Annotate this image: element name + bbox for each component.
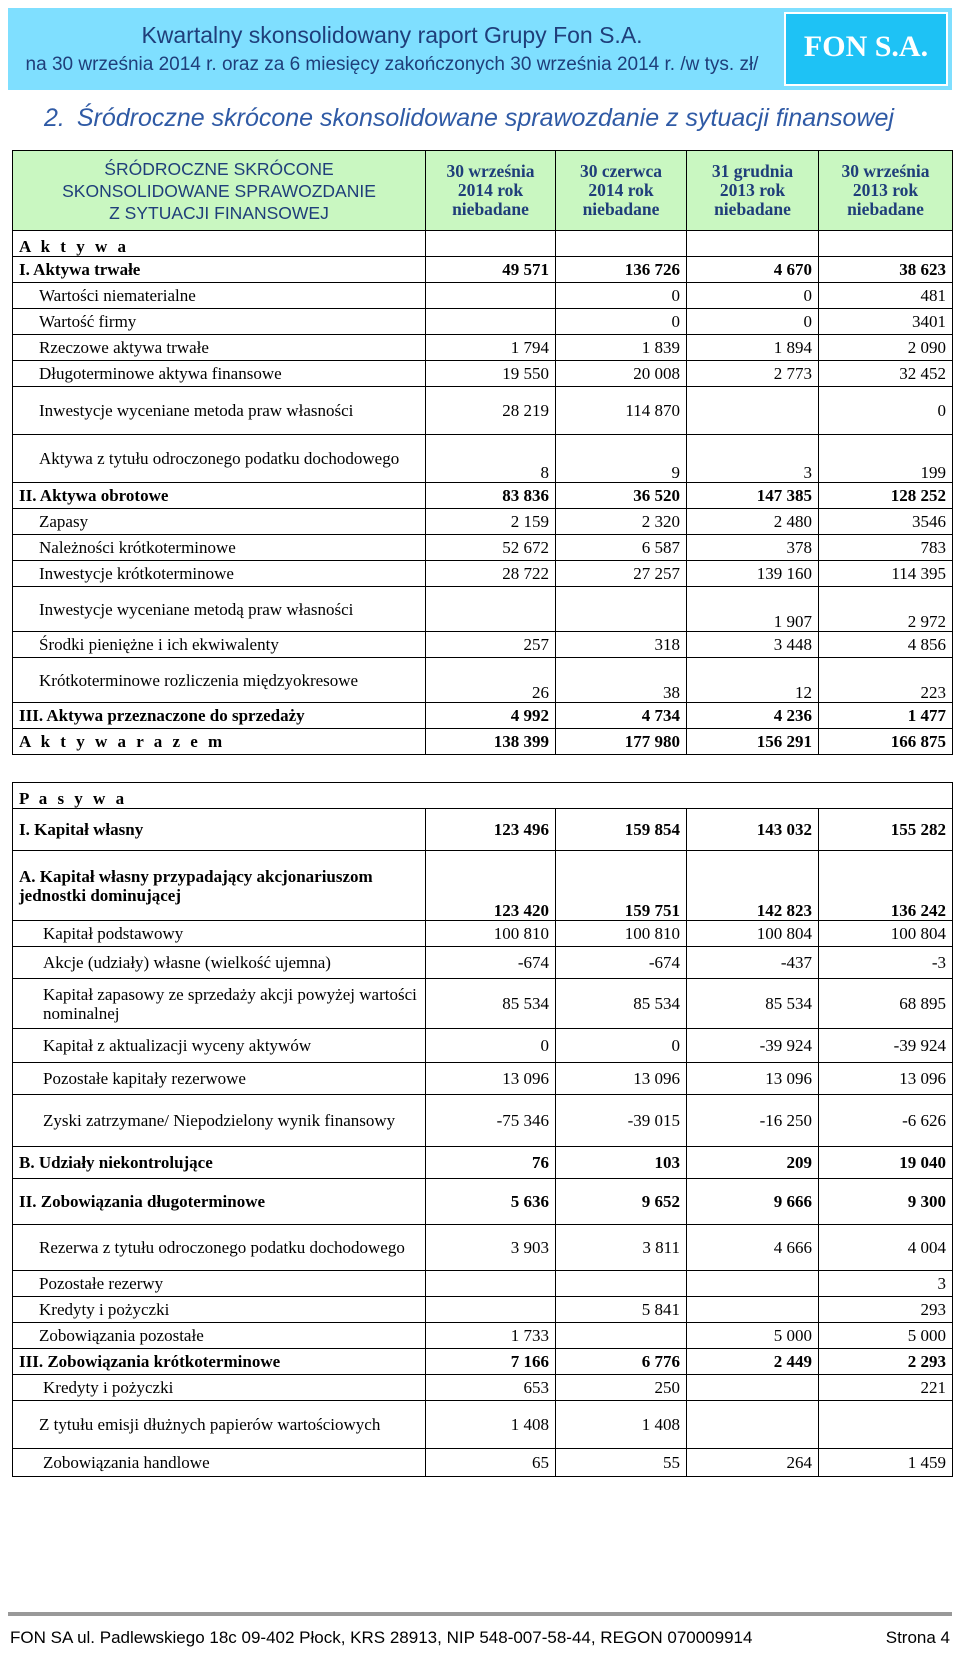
row-label: Wartości niematerialne <box>13 283 426 309</box>
value-cell: 83 836 <box>426 483 556 509</box>
value-cell: 49 571 <box>426 257 556 283</box>
row-label: Kredyty i pożyczki <box>13 1375 426 1401</box>
row-label: Pozostałe kapitały rezerwowe <box>13 1063 426 1095</box>
value-cell: 3 448 <box>687 632 819 658</box>
value-cell: 4 992 <box>426 703 556 729</box>
row-label: Zapasy <box>13 509 426 535</box>
value-cell: 0 <box>556 283 687 309</box>
row-label: Krótkoterminowe rozliczenia międzyokresowe <box>13 658 426 703</box>
column-header-line: 31 grudnia <box>711 161 794 181</box>
row-label: A k t y w a r a z e m <box>13 729 426 755</box>
table-row <box>13 1401 953 1449</box>
value-cell: 5 636 <box>426 1179 556 1225</box>
value-cell: 223 <box>819 658 953 703</box>
row-label: Kapitał podstawowy <box>13 921 426 947</box>
column-header-line: 30 czerwca <box>579 161 663 181</box>
table-row <box>13 729 953 755</box>
empty-cell <box>556 231 687 257</box>
value-cell: 138 399 <box>426 729 556 755</box>
value-cell: 114 870 <box>556 387 687 435</box>
value-cell <box>687 1375 819 1401</box>
value-cell: 100 810 <box>556 921 687 947</box>
empty-cell <box>819 231 953 257</box>
value-cell: 2 159 <box>426 509 556 535</box>
value-cell: 114 395 <box>819 561 953 587</box>
table-row <box>13 1029 953 1063</box>
value-cell <box>687 1271 819 1297</box>
value-cell: 1 794 <box>426 335 556 361</box>
column-header-line: 2014 rok <box>588 180 654 200</box>
value-cell: 38 623 <box>819 257 953 283</box>
column-header <box>426 151 556 231</box>
value-cell: 318 <box>556 632 687 658</box>
value-cell: 481 <box>819 283 953 309</box>
table-row <box>13 947 953 979</box>
pasywa-heading <box>13 783 953 809</box>
row-label: Inwestycje krótkoterminowe <box>13 561 426 587</box>
value-cell: 250 <box>556 1375 687 1401</box>
table-row <box>13 335 953 361</box>
table-row <box>13 435 953 483</box>
column-header <box>819 151 953 231</box>
page-number: Strona 4 <box>885 1628 950 1647</box>
row-label: Akcje (udziały) własne (wielkość ujemna) <box>13 947 426 979</box>
value-cell: 13 096 <box>426 1063 556 1095</box>
value-cell: -16 250 <box>687 1095 819 1147</box>
header-label-line: Z SYTUACJI FINANSOWEJ <box>109 202 329 223</box>
value-cell: 2 480 <box>687 509 819 535</box>
value-cell: 2 449 <box>687 1349 819 1375</box>
table-row <box>13 703 953 729</box>
value-cell: 5 000 <box>687 1323 819 1349</box>
report-header <box>8 8 952 90</box>
table-header-label <box>13 151 426 231</box>
row-label: III. Zobowiązania krótkoterminowe <box>13 1349 426 1375</box>
value-cell: 159 751 <box>556 851 687 921</box>
value-cell: 0 <box>687 309 819 335</box>
value-cell <box>426 1271 556 1297</box>
value-cell: 103 <box>556 1147 687 1179</box>
value-cell: 27 257 <box>556 561 687 587</box>
value-cell: 28 722 <box>426 561 556 587</box>
value-cell: 2 090 <box>819 335 953 361</box>
value-cell: 0 <box>687 283 819 309</box>
value-cell: 1 907 <box>687 587 819 632</box>
value-cell: 257 <box>426 632 556 658</box>
report-title: Kwartalny skonsolidowany raport Grupy Fon S.A. <box>141 22 643 48</box>
value-cell: 7 166 <box>426 1349 556 1375</box>
table-row <box>13 1449 953 1477</box>
value-cell: 783 <box>819 535 953 561</box>
value-cell <box>426 309 556 335</box>
value-cell: 52 672 <box>426 535 556 561</box>
value-cell: 2 320 <box>556 509 687 535</box>
value-cell: 100 804 <box>819 921 953 947</box>
value-cell: 20 008 <box>556 361 687 387</box>
row-label: Pozostałe rezerwy <box>13 1271 426 1297</box>
header-label-line: ŚRÓDROCZNE SKRÓCONE <box>104 158 334 179</box>
value-cell: 1 408 <box>556 1401 687 1449</box>
value-cell: 4 670 <box>687 257 819 283</box>
table-row <box>13 361 953 387</box>
value-cell <box>556 587 687 632</box>
value-cell: 136 726 <box>556 257 687 283</box>
value-cell: 123 496 <box>426 809 556 851</box>
value-cell: 136 242 <box>819 851 953 921</box>
value-cell: 3 903 <box>426 1225 556 1271</box>
value-cell: 264 <box>687 1449 819 1477</box>
separator-row <box>13 755 953 783</box>
value-cell: 209 <box>687 1147 819 1179</box>
value-cell: 123 420 <box>426 851 556 921</box>
row-label: Aktywa z tytułu odroczonego podatku dochodowego <box>13 435 426 483</box>
value-cell: -39 924 <box>687 1029 819 1063</box>
row-label: Zobowiązania pozostałe <box>13 1323 426 1349</box>
value-cell: 4 856 <box>819 632 953 658</box>
column-header <box>687 151 819 231</box>
row-label: III. Aktywa przeznaczone do sprzedaży <box>13 703 426 729</box>
value-cell: 1 477 <box>819 703 953 729</box>
value-cell: 1 733 <box>426 1323 556 1349</box>
value-cell: 128 252 <box>819 483 953 509</box>
value-cell: 156 291 <box>687 729 819 755</box>
value-cell: 13 096 <box>687 1063 819 1095</box>
table-row <box>13 632 953 658</box>
value-cell: 6 776 <box>556 1349 687 1375</box>
row-label: Kapitał z aktualizacji wyceny aktywów <box>13 1029 426 1063</box>
table-row <box>13 1147 953 1179</box>
table-row <box>13 921 953 947</box>
aktywa-heading-label <box>13 231 426 257</box>
row-label: I. Aktywa trwałe <box>13 257 426 283</box>
table-header-row <box>13 151 953 231</box>
value-cell: 12 <box>687 658 819 703</box>
table-row <box>13 1063 953 1095</box>
row-label: II. Aktywa obrotowe <box>13 483 426 509</box>
value-cell <box>687 1401 819 1449</box>
row-label: A. Kapitał własny przypadający akcjonariuszom jednostki dominującej <box>13 851 426 921</box>
table-row <box>13 658 953 703</box>
brand-name: FON S.A. <box>803 30 929 63</box>
row-label: Zyski zatrzymane/ Niepodzielony wynik finansowy <box>13 1095 426 1147</box>
value-cell: 3546 <box>819 509 953 535</box>
value-cell: 3 <box>819 1271 953 1297</box>
pasywa-heading-label <box>13 783 953 809</box>
value-cell: 3401 <box>819 309 953 335</box>
value-cell: -674 <box>426 947 556 979</box>
value-cell: 100 804 <box>687 921 819 947</box>
value-cell: 159 854 <box>556 809 687 851</box>
row-label: Rzeczowe aktywa trwałe <box>13 335 426 361</box>
row-label: Należności krótkoterminowe <box>13 535 426 561</box>
value-cell <box>556 1323 687 1349</box>
value-cell: 2 773 <box>687 361 819 387</box>
value-cell: 0 <box>556 309 687 335</box>
value-cell: 3 <box>687 435 819 483</box>
column-header-line: 2013 rok <box>719 180 786 200</box>
column-header-line: niebadane <box>452 199 529 219</box>
value-cell: 139 160 <box>687 561 819 587</box>
table-row <box>13 509 953 535</box>
table-row <box>13 809 953 851</box>
row-label: Kredyty i pożyczki <box>13 1297 426 1323</box>
value-cell <box>687 387 819 435</box>
value-cell: 6 587 <box>556 535 687 561</box>
row-label: Środki pieniężne i ich ekwiwalenty <box>13 632 426 658</box>
row-label: Zobowiązania handlowe <box>13 1449 426 1477</box>
value-cell <box>687 1297 819 1323</box>
table-row <box>13 1225 953 1271</box>
column-header <box>556 151 687 231</box>
value-cell: -39 924 <box>819 1029 953 1063</box>
value-cell: 221 <box>819 1375 953 1401</box>
aktywa-heading <box>13 231 953 257</box>
table-row <box>13 283 953 309</box>
row-label: Inwestycje wyceniane metoda praw własności <box>13 387 426 435</box>
value-cell: 65 <box>426 1449 556 1477</box>
value-cell: 2 293 <box>819 1349 953 1375</box>
financial-position-table <box>12 150 953 1477</box>
row-label: Rezerwa z tytułu odroczonego podatku dochodowego <box>13 1225 426 1271</box>
value-cell: 142 823 <box>687 851 819 921</box>
value-cell: -6 626 <box>819 1095 953 1147</box>
value-cell: 36 520 <box>556 483 687 509</box>
footer-address: FON SA ul. Padlewskiego 18c 09-402 Płock, KRS 28913, NIP 548-007-58-44, REGON 070009914 <box>10 1628 753 1647</box>
value-cell: 85 534 <box>426 979 556 1029</box>
table-row <box>13 1179 953 1225</box>
value-cell: 4 004 <box>819 1225 953 1271</box>
column-header-line: niebadane <box>714 199 791 219</box>
column-header-line: 30 września <box>841 161 930 181</box>
section-title-text: Śródroczne skrócone skonsolidowane sprawozdanie z sytuacji finansowej <box>76 104 894 132</box>
value-cell: 85 534 <box>687 979 819 1029</box>
value-cell: 199 <box>819 435 953 483</box>
column-header-line: niebadane <box>582 199 660 219</box>
report-subtitle: na 30 września 2014 r. oraz za 6 miesięcy zakończonych 30 września 2014 r. /w tys. zł/ <box>25 54 759 75</box>
value-cell: 3 811 <box>556 1225 687 1271</box>
value-cell: -674 <box>556 947 687 979</box>
value-cell: 2 972 <box>819 587 953 632</box>
row-label: Inwestycje wyceniane metodą praw własności <box>13 587 426 632</box>
value-cell <box>556 1271 687 1297</box>
value-cell: 26 <box>426 658 556 703</box>
column-header-line: 2013 rok <box>852 180 919 200</box>
page-footer <box>10 1628 954 1648</box>
value-cell: 1 408 <box>426 1401 556 1449</box>
column-header-line: niebadane <box>847 199 924 219</box>
row-label: Wartość firmy <box>13 309 426 335</box>
value-cell: 55 <box>556 1449 687 1477</box>
value-cell: -3 <box>819 947 953 979</box>
value-cell <box>819 1401 953 1449</box>
table-row <box>13 851 953 921</box>
value-cell: -75 346 <box>426 1095 556 1147</box>
header-label-line: SKONSOLIDOWANE SPRAWOZDANIE <box>62 180 376 201</box>
report-header-text <box>8 8 776 90</box>
value-cell: 177 980 <box>556 729 687 755</box>
value-cell: 13 096 <box>819 1063 953 1095</box>
aktywa-heading-text: A k t y w a <box>19 237 129 256</box>
table-row <box>13 561 953 587</box>
value-cell: 4 734 <box>556 703 687 729</box>
column-header-line: 2014 rok <box>457 180 524 200</box>
value-cell: 166 875 <box>819 729 953 755</box>
empty-cell <box>687 231 819 257</box>
value-cell: 653 <box>426 1375 556 1401</box>
value-cell: 76 <box>426 1147 556 1179</box>
brand-box <box>784 12 948 86</box>
table-row <box>13 257 953 283</box>
value-cell: 1 459 <box>819 1449 953 1477</box>
value-cell: 9 300 <box>819 1179 953 1225</box>
row-label: Kapitał zapasowy ze sprzedaży akcji powyżej wartości nominalnej <box>13 979 426 1029</box>
table-row <box>13 1271 953 1297</box>
value-cell: 147 385 <box>687 483 819 509</box>
table-row <box>13 387 953 435</box>
value-cell: 85 534 <box>556 979 687 1029</box>
empty-cell <box>426 231 556 257</box>
table-row <box>13 587 953 632</box>
value-cell <box>426 1297 556 1323</box>
value-cell: 378 <box>687 535 819 561</box>
value-cell: -39 015 <box>556 1095 687 1147</box>
value-cell <box>426 587 556 632</box>
column-header-line: 30 września <box>446 161 535 181</box>
row-label: B. Udziały niekontrolujące <box>13 1147 426 1179</box>
value-cell: 13 096 <box>556 1063 687 1095</box>
value-cell: 5 841 <box>556 1297 687 1323</box>
value-cell: 8 <box>426 435 556 483</box>
value-cell: 38 <box>556 658 687 703</box>
value-cell: 9 666 <box>687 1179 819 1225</box>
value-cell: 19 550 <box>426 361 556 387</box>
table-row <box>13 1349 953 1375</box>
value-cell: 0 <box>556 1029 687 1063</box>
value-cell: 1 839 <box>556 335 687 361</box>
row-label: Długoterminowe aktywa finansowe <box>13 361 426 387</box>
section-number: 2. <box>44 104 65 132</box>
value-cell: 32 452 <box>819 361 953 387</box>
value-cell: 100 810 <box>426 921 556 947</box>
value-cell: 0 <box>426 1029 556 1063</box>
row-label: Z tytułu emisji dłużnych papierów wartościowych <box>13 1401 426 1449</box>
row-label: II. Zobowiązania długoterminowe <box>13 1179 426 1225</box>
value-cell: 9 652 <box>556 1179 687 1225</box>
table-row <box>13 1297 953 1323</box>
footer-divider <box>8 1612 952 1616</box>
row-label: I. Kapitał własny <box>13 809 426 851</box>
value-cell: 5 000 <box>819 1323 953 1349</box>
value-cell: 143 032 <box>687 809 819 851</box>
value-cell: 293 <box>819 1297 953 1323</box>
value-cell: 28 219 <box>426 387 556 435</box>
value-cell: 68 895 <box>819 979 953 1029</box>
value-cell: 155 282 <box>819 809 953 851</box>
value-cell <box>426 283 556 309</box>
separator-cell <box>13 755 953 783</box>
table-row <box>13 1095 953 1147</box>
table-row <box>13 1323 953 1349</box>
table-row <box>13 1375 953 1401</box>
value-cell: 19 040 <box>819 1147 953 1179</box>
table-row <box>13 979 953 1029</box>
value-cell: 1 894 <box>687 335 819 361</box>
value-cell: -437 <box>687 947 819 979</box>
table-row <box>13 309 953 335</box>
table-row <box>13 535 953 561</box>
section-title <box>44 104 894 133</box>
table-row <box>13 483 953 509</box>
value-cell: 0 <box>819 387 953 435</box>
value-cell: 9 <box>556 435 687 483</box>
value-cell: 4 236 <box>687 703 819 729</box>
pasywa-heading-text: P a s y w a <box>19 789 128 808</box>
value-cell: 4 666 <box>687 1225 819 1271</box>
